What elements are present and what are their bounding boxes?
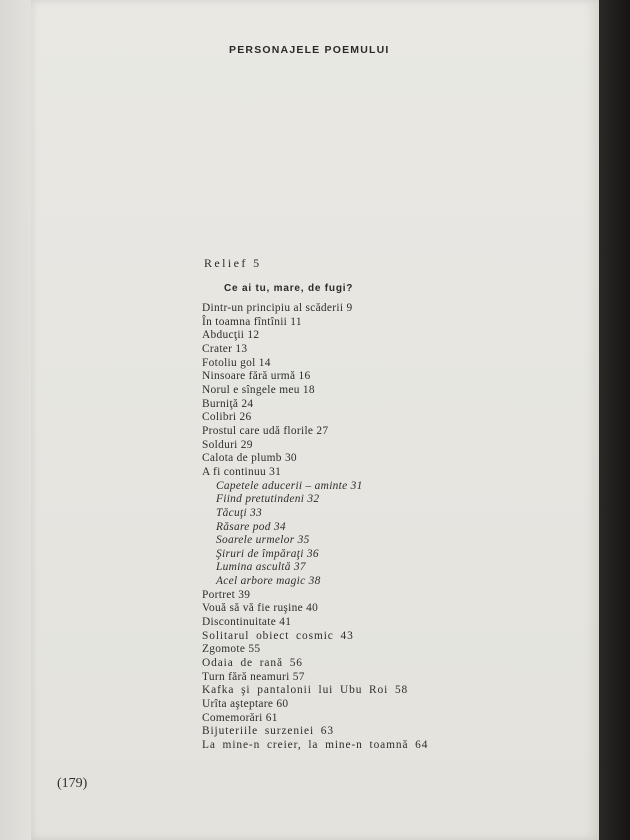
toc-entry: Vouă să vă fie ruşine 40 xyxy=(202,602,319,615)
toc-entry: La mine-n creier, la mine-n toamnă 64 xyxy=(202,739,429,751)
toc-entry: Urîta aşteptare 60 xyxy=(202,698,289,711)
toc-entry: Crater 13 xyxy=(202,342,248,355)
toc-entry: Comemorări 61 xyxy=(202,711,278,724)
toc-entry: Norul e sîngele meu 18 xyxy=(202,383,315,396)
toc-entry: Solitarul obiect cosmic 43 xyxy=(202,629,354,642)
subsection-title: Ce ai tu, mare, de fugi? xyxy=(224,283,354,294)
toc-subentry: Soarele urmelor 35 xyxy=(216,534,310,547)
toc-entry: În toamna fîntînii 11 xyxy=(202,315,302,328)
page-number: (179) xyxy=(57,776,88,791)
toc-entry: Prostul care udă florile 27 xyxy=(202,424,329,437)
toc-entry: Colibri 26 xyxy=(202,411,252,424)
table-of-contents xyxy=(202,302,428,753)
toc-entry: Solduri 29 xyxy=(202,438,253,451)
toc-entry: Dintr-un principiu al scăderii 9 xyxy=(202,302,353,314)
toc-entry: Abducţii 12 xyxy=(202,329,260,342)
toc-subentry: Şiruri de împăraţi 36 xyxy=(216,547,319,560)
toc-subentry: Capetele aducerii – aminte 31 xyxy=(216,479,363,492)
book-page xyxy=(31,0,599,840)
toc-entry: Odaia de rană 56 xyxy=(202,657,303,670)
toc-entry: A fi continuu 31 xyxy=(202,465,282,478)
toc-subentry: Acel arbore magic 38 xyxy=(216,575,321,588)
toc-subentry: Fiind pretutindeni 32 xyxy=(216,493,320,506)
toc-entry: Turn fără neamuri 57 xyxy=(202,670,305,683)
page-left-edge xyxy=(0,0,31,840)
toc-entry: Bijuteriile surzeniei 63 xyxy=(202,725,334,738)
toc-subentry: Tăcuţi 33 xyxy=(216,506,263,519)
page-title: PERSONAJELE POEMULUI xyxy=(229,44,390,56)
toc-entry: Ninsoare fără urmă 16 xyxy=(202,370,311,383)
toc-entry: Kafka şi pantalonii lui Ubu Roi 58 xyxy=(202,684,409,697)
toc-entry: Fotoliu gol 14 xyxy=(202,356,271,369)
toc-entry: Zgomote 55 xyxy=(202,643,261,656)
toc-subentry: Răsare pod 34 xyxy=(216,520,286,533)
toc-subentry: Lumina ascultă 37 xyxy=(216,561,306,574)
section-title: Relief 5 xyxy=(204,256,262,270)
toc-entry: Calota de plumb 30 xyxy=(202,452,297,465)
toc-entry: Discontinuitate 41 xyxy=(202,616,292,629)
page-right-edge xyxy=(599,0,630,840)
toc-entry: Portret 39 xyxy=(202,588,251,601)
toc-entry: Burniţă 24 xyxy=(202,397,254,410)
